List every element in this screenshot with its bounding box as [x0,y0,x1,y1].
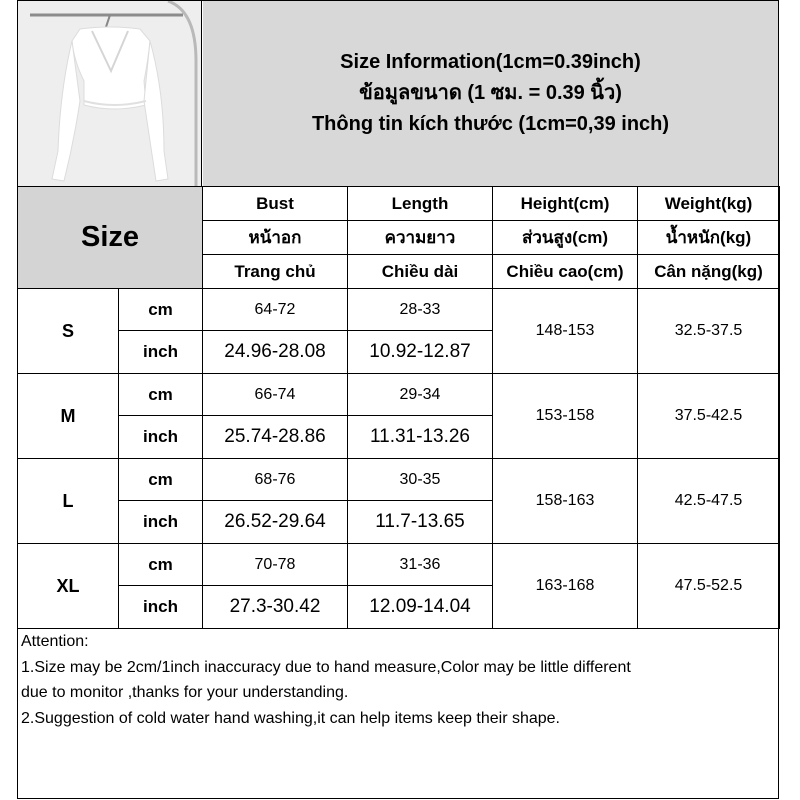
length-cm-value: 31-36 [348,544,493,586]
table-row [18,289,780,331]
length-inch-value: 12.09-14.04 [348,586,493,629]
bust-inch-value: 27.3-30.42 [203,586,348,629]
header-length-th: ความยาว [348,221,493,255]
height-value: 148-153 [493,289,638,374]
height-value: 153-158 [493,374,638,459]
header-height: Height(cm) [493,187,638,221]
table-row [18,459,780,501]
unit-label-cm: cm [119,374,203,416]
unit-label-cm: cm [119,544,203,586]
table-row [18,544,780,586]
length-inch-value: 11.31-13.26 [348,416,493,459]
product-photo [18,1,202,186]
info-title-en: Size Information(1cm=0.39inch) [340,51,641,73]
header-height-th: ส่วนสูง(cm) [493,221,638,255]
height-value: 163-168 [493,544,638,629]
garment-illustration [18,1,202,186]
size-column-header: Size [18,187,203,289]
bust-inch-value: 25.74-28.86 [203,416,348,459]
notes-line-2: due to monitor ,thanks for your understanding. [21,684,349,701]
header-length-vi: Chiều dài [348,255,493,289]
weight-value: 42.5-47.5 [638,459,780,544]
notes-line-1: 1.Size may be 2cm/1inch inaccuracy due to hand measure,Color may be little different [21,658,631,676]
header-length: Length [348,187,493,221]
size-label: L [18,459,119,544]
header-bust-vi: Trang chủ [203,255,348,289]
weight-value: 37.5-42.5 [638,374,780,459]
attention-notes [21,629,777,731]
table-row [18,374,780,416]
notes-line-3: 2.Suggestion of cold water hand washing,it can help items keep their shape. [21,709,560,727]
weight-value: 32.5-37.5 [638,289,780,374]
length-inch-value: 10.92-12.87 [348,331,493,374]
bust-cm-value: 68-76 [203,459,348,501]
size-information-header [203,1,778,186]
unit-label-inch: inch [119,416,203,459]
header-weight: Weight(kg) [638,187,780,221]
bust-cm-value: 66-74 [203,374,348,416]
height-value: 158-163 [493,459,638,544]
bust-cm-value: 70-78 [203,544,348,586]
length-cm-value: 29-34 [348,374,493,416]
unit-label-cm: cm [119,459,203,501]
size-label: M [18,374,119,459]
header-height-vi: Chiều cao(cm) [493,255,638,289]
info-title-th: ข้อมูลขนาด (1 ซม. = 0.39 นิ้ว) [359,82,622,104]
weight-value: 47.5-52.5 [638,544,780,629]
length-cm-value: 30-35 [348,459,493,501]
bust-inch-value: 26.52-29.64 [203,501,348,544]
header-bust-th: หน้าอก [203,221,348,255]
notes-title: Attention: [21,633,89,650]
bust-inch-value: 24.96-28.08 [203,331,348,374]
info-title-vi: Thông tin kích thước (1cm=0,39 inch) [311,113,670,135]
unit-label-inch: inch [119,586,203,629]
unit-label-inch: inch [119,501,203,544]
length-inch-value: 11.7-13.65 [348,501,493,544]
header-bust: Bust [203,187,348,221]
length-cm-value: 28-33 [348,289,493,331]
unit-label-inch: inch [119,331,203,374]
header-weight-th: น้ำหนัก(kg) [638,221,780,255]
header-weight-vi: Cân nặng(kg) [638,255,780,289]
size-table [17,186,780,629]
size-label: XL [18,544,119,629]
bust-cm-value: 64-72 [203,289,348,331]
unit-label-cm: cm [119,289,203,331]
size-label: S [18,289,119,374]
